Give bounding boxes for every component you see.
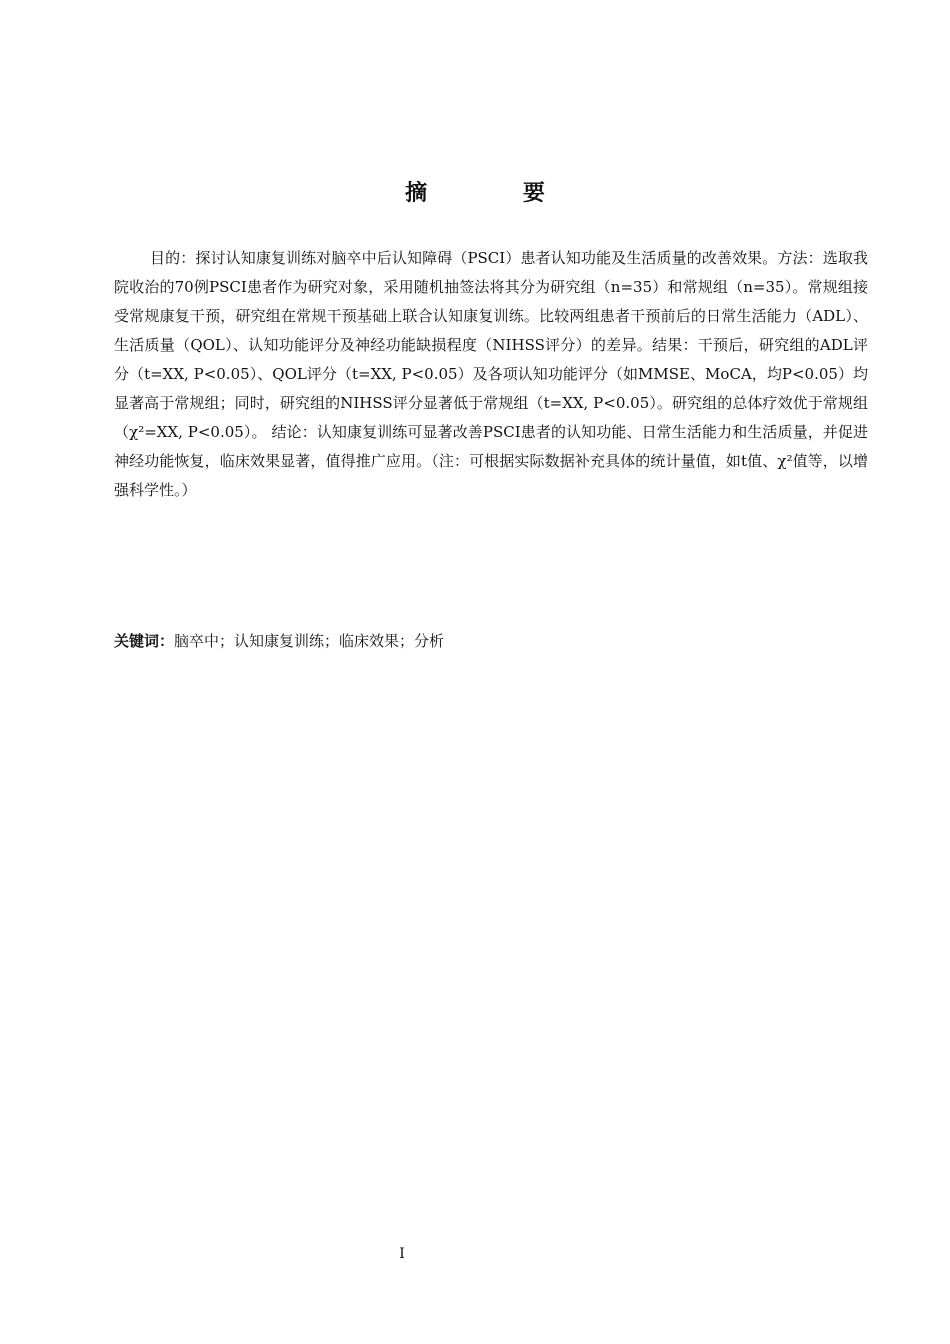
abstract-body: 目的：探讨认知康复训练对脑卒中后认知障碍（PSCI）患者认知功能及生活质量的改善效果。方法：选取我院收治的70例PSCI患者作为研究对象，采用随机抽签法将其分为研究组（n=35）和常规组（n=35）。常规组接受常规康复干预，研究组在常规干预基础上联合认知康复训练。比较两组患者干预前后的日常生活能力（ADL）、生活质量（QOL）、认知功能评分及神经功能缺损程度（NIHSS评分）的差异。结果：干预后，研究组的ADL评分（t=XX, P<0.05）、QOL评分（t=XX, P<0.05）及各项认知功能评分（如MMSE、MoCA，均P<0.05）均显著高于常规组；同时，研究组的NIHSS评分显著低于常规组（t=XX, P<0.05）。研究组的总体疗效优于常规组（χ²=XX, P<0.05）。 结论：认知康复训练可显著改善PSCI患者的认知功能、日常生活能力和生活质量，并促进神经功能恢复，临床效果显著，值得推广应用。（注：可根据实际数据补充具体的统计量值，如t值、χ²值等，以增强科学性。） [114, 249, 868, 499]
keywords-line [114, 627, 868, 656]
keywords-label: 关键词： [114, 632, 175, 650]
page-number: I [399, 1246, 405, 1262]
abstract-title: 摘 要 [405, 181, 589, 206]
keywords-text: 脑卒中；认知康复训练；临床效果；分析 [174, 632, 445, 650]
